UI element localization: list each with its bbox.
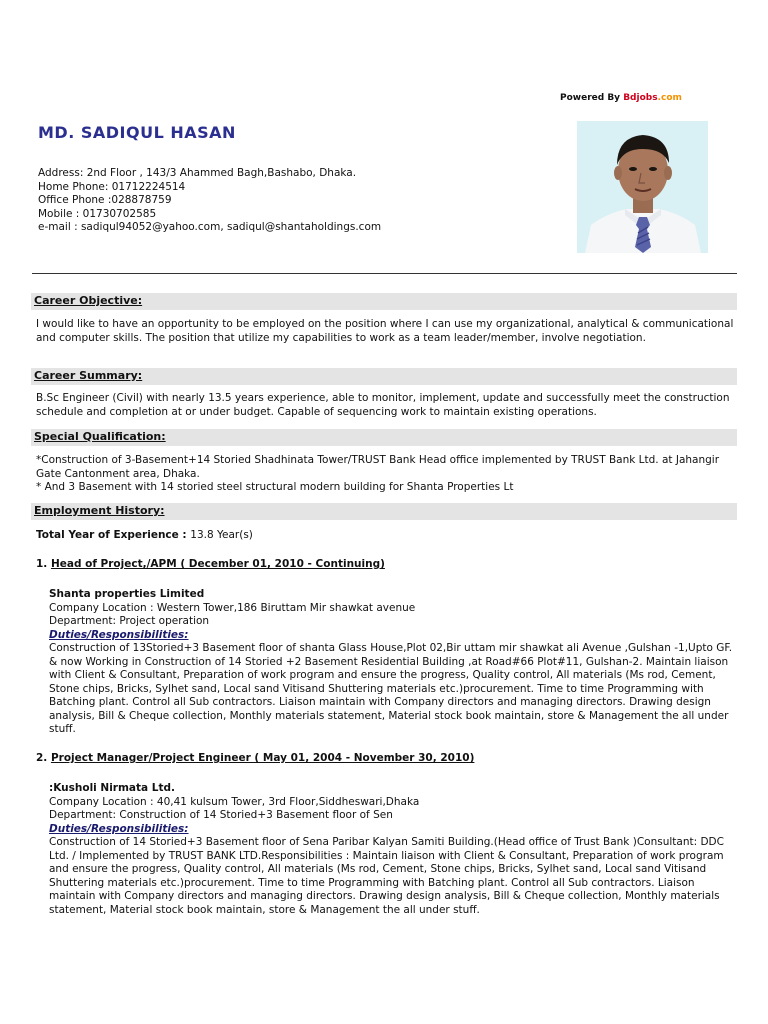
total-experience-value: 13.8 Year(s) [190, 529, 253, 541]
department: Department: Construction of 14 Storied+3 Basement floor of Sen [49, 809, 393, 821]
duties-label: Duties/Responsibilities: [49, 628, 189, 641]
address: Address: 2nd Floor , 143/3 Ahammed Bagh,Bashabo, Dhaka. [38, 167, 357, 179]
powered-prefix: Powered By [560, 93, 624, 103]
section-special-qualification [31, 429, 737, 446]
mobile: Mobile : 01730702585 [38, 207, 157, 220]
section-title: Employment History: [34, 504, 165, 517]
job-number: 1. [36, 558, 48, 570]
section-title: Career Summary: [34, 369, 143, 382]
contact-block [38, 167, 381, 235]
duties-label: Duties/Responsibilities: [49, 822, 189, 835]
job-title: Project Manager/Project Engineer ( May 01, 2004 - November 30, 2010) [50, 752, 475, 764]
career-summary-text: B.Sc Engineer (Civil) with nearly 13.5 years experience, able to monitor, implement, update and successfully meet the construction schedule and completion at or under budget. Capable of sequencing work to maintain existing operations. [36, 392, 730, 418]
bdjobs-logo-suffix: .com [657, 93, 682, 103]
bdjobs-logo-text[interactable]: Bdjobs [623, 93, 658, 103]
job-heading [36, 752, 474, 764]
job-details [49, 588, 739, 737]
profile-photo [577, 121, 708, 253]
total-experience [36, 529, 736, 543]
job-details [49, 782, 739, 917]
job-heading [36, 558, 385, 570]
qualification-line-1: *Construction of 3-Basement+14 Storied Shadhinata Tower/TRUST Bank Head office implemented by TRUST Bank Ltd. at Jahangir Gate Cantonment area, Dhaka. [36, 454, 720, 480]
special-qualification-text [36, 454, 736, 495]
duties-text: Construction of 14 Storied+3 Basement floor of Sena Paribar Kalyan Samiti Building.(Head office of Trust Bank )Consultant: DDC Ltd. / Implemented by TRUST BANK LTD.Responsibilities : Maintain liaison with Client & Consultant, Preparation of work program and ensure the progress, Quality control, All materials (Ms rod, Cement, Stone chips, Bricks, Sylhet sand, Local sand Vitisand Shuttering materials etc.)procurement. Time to time Programming with Batching plant. Control all Sub contractors. Liaison maintain with Company directors and managing directors. Drawing design analysis, Bill & Cheque collection, Monthly materials statement, Material stock book maintain, store & Management the all under stuff. [49, 836, 724, 916]
company-location: Company Location : 40,41 kulsum Tower, 3rd Floor,Siddheswari,Dhaka [49, 795, 420, 808]
portrait-image [577, 121, 708, 253]
career-objective-text: I would like to have an opportunity to be employed on the position where I can use my organizational, analytical & communicational and computer skills. The position that utilize my capabilities to work as a team leader/member, involve negotiation. [36, 318, 734, 344]
total-experience-label: Total Year of Experience : [36, 529, 191, 541]
department: Department: Project operation [49, 615, 210, 627]
candidate-name: MD. SADIQUL HASAN [38, 123, 236, 142]
section-employment-history [31, 503, 737, 520]
powered-by [560, 93, 682, 103]
email[interactable]: e-mail : sadiqul94052@yahoo.com, sadiqul@shantaholdings.com [38, 221, 382, 233]
company-name: :Kusholi Nirmata Ltd. [49, 782, 175, 794]
job-title: Head of Project,/APM ( December 01, 2010 - Continuing) [50, 558, 385, 570]
office-phone: Office Phone :028878759 [38, 194, 172, 206]
company-name: Shanta properties Limited [49, 588, 205, 600]
duties-text: Construction of 13Storied+3 Basement floor of shanta Glass House,Plot 02,Bir uttam mir shawkat ali Avenue ,Gulshan -1,Upto GF. & now Working in Construction of 14 Storied +2 Basement Residential Building ,at Road#66 Plot#11, Gulshan-2. Maintain liaison with Client & Consultant, Preparation of work program and ensure the progress, Quality control, All materials (Ms rod, Cement, Stone chips, Bricks, Sylhet sand, Local sand Vitisand Shuttering materials etc.)procurement. Time to time Programming with Batching plant. Control all Sub contractors. Liaison maintain with Company directors and managing directors. Drawing design analysis, Bill & Cheque collection, Monthly materials statement, Material stock book maintain, store & Management the all under stuff. [49, 642, 733, 735]
qualification-line-2: * And 3 Basement with 14 storied steel structural modern building for Shanta Properties Lt [36, 481, 514, 493]
section-title: Career Objective: [34, 294, 143, 307]
section-career-summary [31, 368, 737, 385]
section-title: Special Qualification: [34, 430, 166, 443]
job-number: 2. [36, 752, 48, 764]
company-location: Company Location : Western Tower,186 Biruttam Mir shawkat avenue [49, 601, 416, 614]
home-phone: Home Phone: 01712224514 [38, 180, 186, 193]
section-career-objective [31, 293, 737, 310]
header-divider [32, 273, 737, 274]
